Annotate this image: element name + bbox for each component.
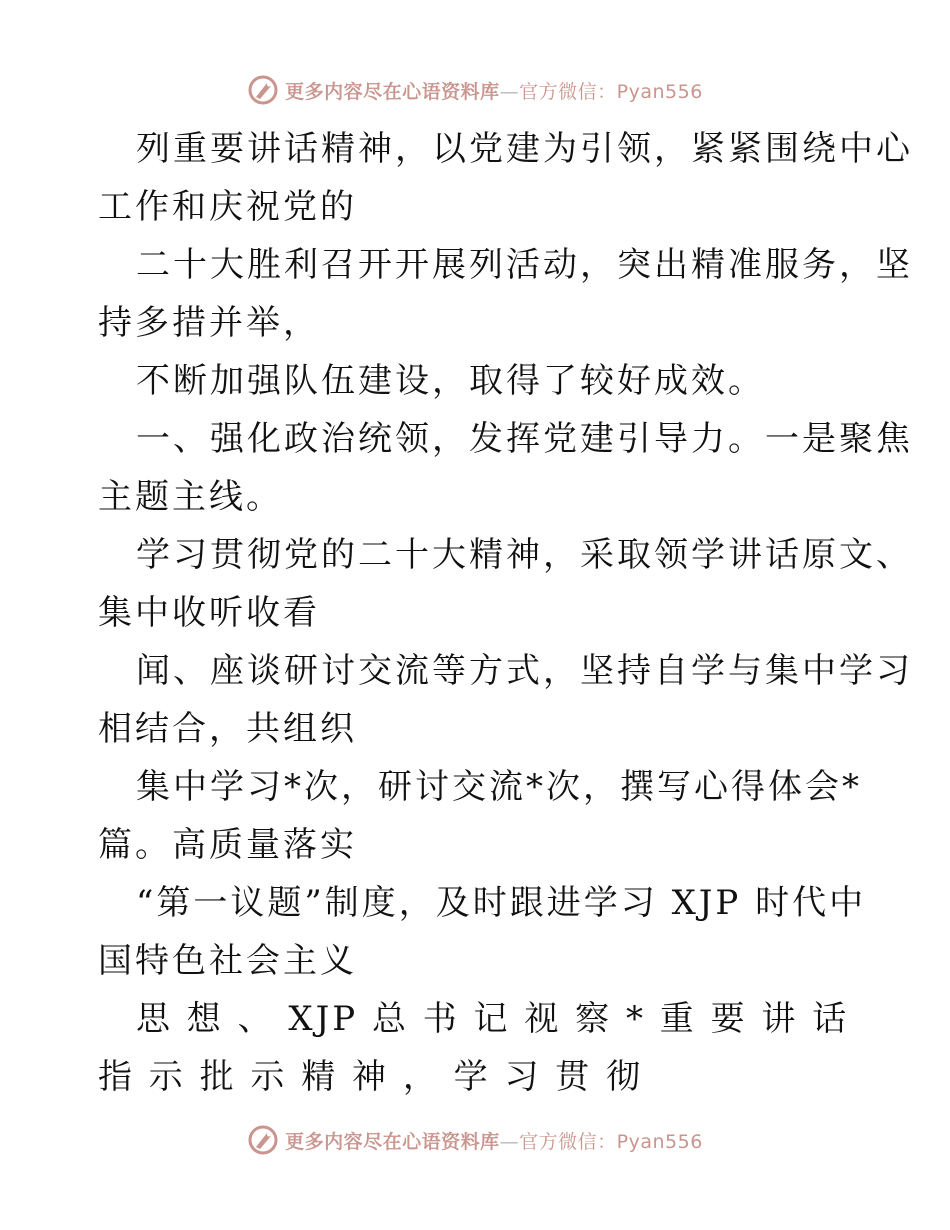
text-line: 集中收听收看 — [98, 593, 320, 633]
text-line: 列重要讲话精神，以党建为引领，紧紧围绕中心 — [136, 129, 913, 169]
pen-nib-seal-icon — [247, 1124, 279, 1156]
watermark-main-text: 更多内容尽在心语资料库 — [285, 1130, 500, 1153]
watermark-main-text: 更多内容尽在心语资料库 — [285, 80, 500, 103]
text-line: 学习贯彻党的二十大精神，采取领学讲话原文、 — [136, 535, 913, 575]
text-line: 主题主线。 — [98, 477, 283, 517]
text-line: 国特色社会主义 — [98, 941, 357, 981]
watermark-dash: — — [499, 1130, 520, 1153]
header-watermark — [0, 70, 950, 110]
text-line: “第一议题”制度，及时跟进学习 XJP 时代中 — [136, 883, 867, 923]
text-line: 持多措并举， — [98, 303, 320, 343]
text-line: 指 示 批 示 精 神 ， 学 习 贯 彻 — [98, 1057, 644, 1097]
text-line: 工作和庆祝党的 — [98, 187, 357, 227]
footer-watermark — [0, 1120, 950, 1160]
pen-nib-seal-icon — [247, 74, 279, 106]
text-line: 篇。高质量落实 — [98, 825, 357, 865]
text-line: 一、强化政治统领，发挥党建引导力。一是聚焦 — [136, 419, 913, 459]
watermark-account-text: 官方微信：Pyan556 — [519, 80, 703, 103]
watermark-account-text: 官方微信：Pyan556 — [519, 1130, 703, 1153]
text-line: 不断加强队伍建设，取得了较好成效。 — [136, 361, 765, 401]
text-line: 集中学习*次，研讨交流*次，撰写心得体会* — [136, 767, 862, 807]
text-line: 闻、座谈研讨交流等方式，坚持自学与集中学习 — [136, 651, 913, 691]
watermark-dash: — — [499, 80, 520, 103]
text-line: 相结合，共组织 — [98, 709, 357, 749]
text-line: 二十大胜利召开开展列活动，突出精准服务，坚 — [136, 245, 913, 285]
text-line: 思 想 、 XJP 总 书 记 视 察 * 重 要 讲 话 — [136, 999, 850, 1039]
document-body — [98, 120, 913, 1106]
